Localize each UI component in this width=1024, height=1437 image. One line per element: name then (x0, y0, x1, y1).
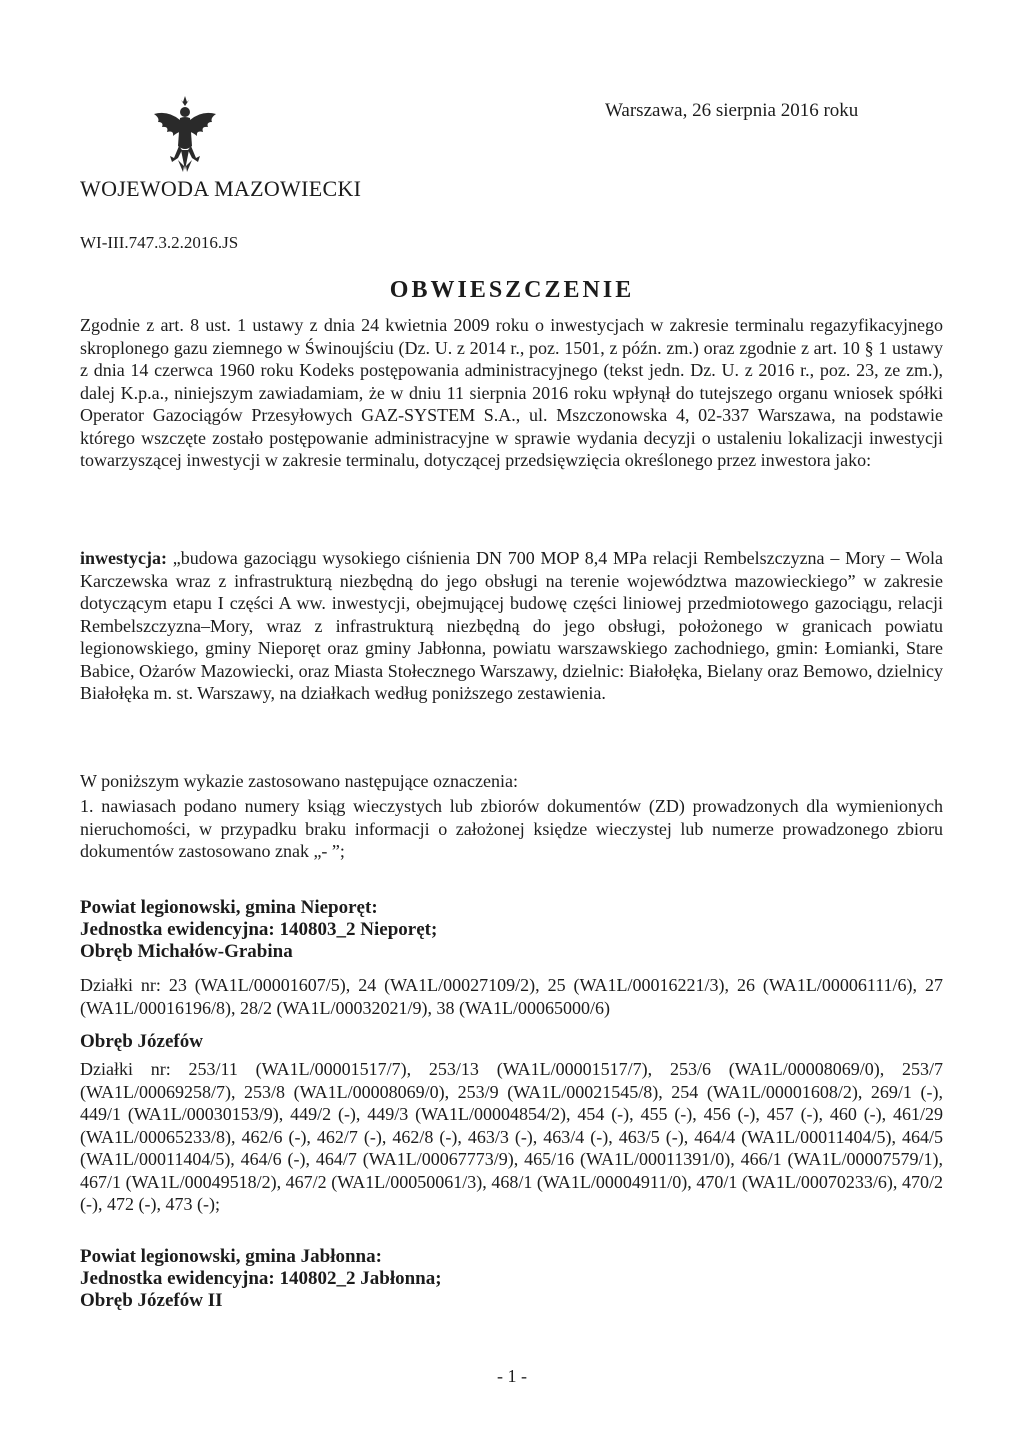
page-title: OBWIESZCZENIE (389, 277, 635, 303)
issuing-office: WOJEWODA MAZOWIECKI (80, 176, 362, 201)
investment-text: „budowa gazociągu wysokiego ciśnienia DN 700 MOP 8,4 MPa relacji Rembelszczyzna – Mory – Wola Karczewska wraz z infrastrukturą niezbędną do jego obsługi na terenie województwa mazowieckiego” w zakresie dotyczącym etapu I części A ww. inwestycji, obejmującej budowę części liniowej przedmiotowego gazociągu, relacji Rembelszczyzna–Mory, wraz z infrastrukturą niezbędną do jego obsługi, położonego w granicach powiatu legionowskiego, gminy Nieporęt oraz gminy Jabłonna, powiatu warszawskiego zachodniego, gmin: Łomianki, Stare Babice, Ożarów Mazowiecki, oraz Miasta Stołecznego Warszawy, dzielnic: Białołęka, Bielany oraz Bemowo, dzielnicy Białołęka m. st. Warszawy, na działkach według poniższego zestawienia. (80, 548, 943, 703)
section-nieporet-heading (80, 897, 437, 963)
section-nieporet-county: Powiat legionowski, gmina Nieporęt: (80, 897, 378, 918)
plots-jozefow: Działki nr: 253/11 (WA1L/00001517/7), 253/13 (WA1L/00001517/7), 253/6 (WA1L/00008069/0), 253/7 (WA1L/00069258/7), 253/8 (WA1L/00008069/0), 253/9 (WA1L/00021545/8), 254 (WA1L/00001608/2), 269/1 (-), 449/1 (WA1L/00030153/9), 449/2 (-), 449/3 (WA1L/00004854/2), 454 (-), 455 (-), 456 (-), 457 (-), 460 (-), 461/29 (WA1L/00065233/8), 462/6 (-), 462/7 (-), 462/8 (-), 463/3 (-), 463/4 (-), 463/5 (-), 464/4 (WA1L/00011404/5), 464/5 (WA1L/00011404/5), 464/6 (-), 464/7 (WA1L/00067773/9), 465/16 (WA1L/00011391/0), 466/1 (WA1L/00007579/1), 467/1 (WA1L/00049518/2), 467/2 (WA1L/00050061/3), 468/1 (WA1L/00004911/0), 470/1 (WA1L/00070233/6), 470/2 (-), 472 (-), 473 (-); (80, 1059, 943, 1214)
precinct-jozefow-heading: Obręb Józefów (80, 1031, 203, 1052)
notation-item-1: 1. nawiasach podano numery ksiąg wieczystych lub zbiorów dokumentów (ZD) prowadzonych dla wymienionych nieruchomości, w przypadku braku informacji o założonej księdze wieczystej lub numerze prowadzonego zbioru dokumentów zastosowano znak „- ”; (80, 796, 943, 861)
document-date: Warszawa, 26 sierpnia 2016 roku (605, 100, 859, 121)
section-nieporet-unit: Jednostka ewidencyjna: 140803_2 Nieporęt; (80, 919, 438, 940)
plots-michalow-grabina: Działki nr: 23 (WA1L/00001607/5), 24 (WA1L/00027109/2), 25 (WA1L/00016221/3), 26 (WA1L/00006111/6), 27 (WA1L/00016196/8), 28/2 (WA1L/00032021/9), 38 (WA1L/00065000/6) (80, 975, 943, 1018)
reference-number: WI-III.747.3.2.2016.JS (80, 233, 239, 252)
section-jablonna-heading (80, 1246, 442, 1312)
investment-paragraph (80, 547, 943, 705)
notation-intro: W poniższym wykazie zastosowano następujące oznaczenia: (80, 771, 518, 791)
polish-eagle-emblem-icon (150, 92, 220, 174)
investment-label: inwestycja: (80, 548, 167, 568)
section-nieporet-precinct: Obręb Michałów-Grabina (80, 941, 293, 962)
page-number: - 1 - (497, 1366, 527, 1386)
section-jablonna-precinct: Obręb Józefów II (80, 1290, 223, 1311)
section-jablonna-unit: Jednostka ewidencyjna: 140802_2 Jabłonna; (80, 1268, 442, 1289)
intro-paragraph: Zgodnie z art. 8 ust. 1 ustawy z dnia 24 kwietnia 2009 roku o inwestycjach w zakresie terminalu regazyfikacyjnego skroplonego gazu ziemnego w Świnoujściu (Dz. U. z 2014 r., poz. 1501, z późn. zm.) oraz zgodnie z art. 10 § 1 ustawy z dnia 14 czerwca 1960 roku Kodeks postępowania administracyjnego (tekst jedn. Dz. U. z 2016 r., poz. 23, ze zm.), dalej K.p.a., niniejszym zawiadamiam, że w dniu 11 sierpnia 2016 roku wpłynął do tutejszego organu wniosek spółki Operator Gazociągów Przesyłowych GAZ-SYSTEM S.A., ul. Mszczonowska 4, 02-337 Warszawa, na podstawie którego wszczęte zostało postępowanie administracyjne w sprawie wydania decyzji o ustaleniu lokalizacji inwestycji towarzyszącej inwestycji w zakresie terminalu, dotyczącej przedsięwzięcia określonego przez inwestora jako: (80, 315, 943, 470)
section-jablonna-county: Powiat legionowski, gmina Jabłonna: (80, 1246, 382, 1267)
